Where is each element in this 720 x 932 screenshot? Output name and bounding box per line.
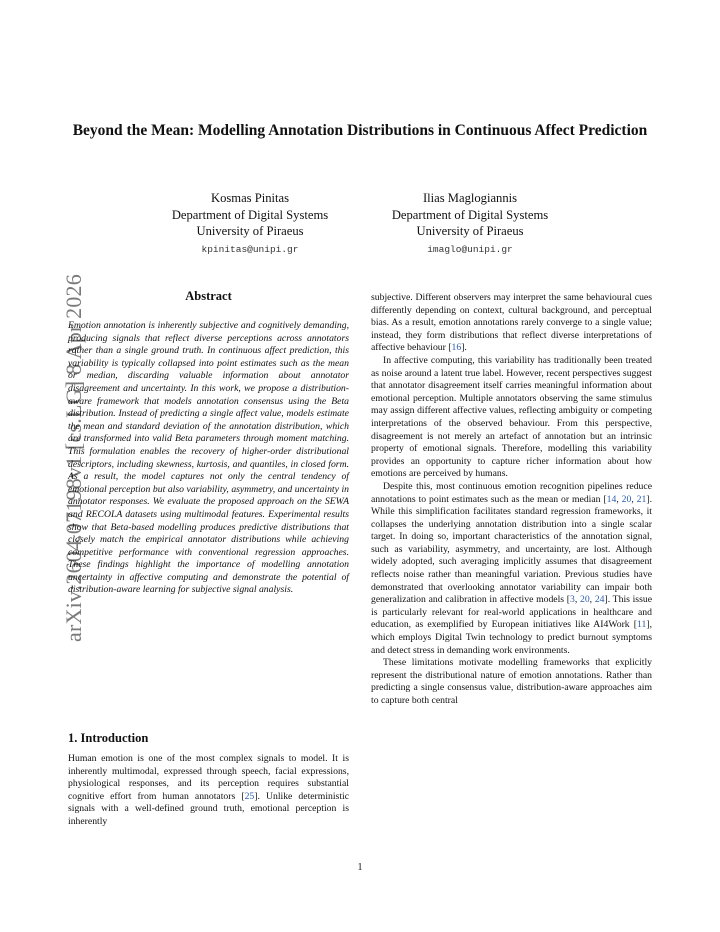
text-span: Human emotion is one of the most complex signals to model. It is inherently multimodal, expressed through speech, facial expressions, physiological responses, and its perception requires substantial cognitive effort from human annotators [ [68,753,349,802]
text-span: Despite this, most continuous emotion recognition pipelines reduce annotations to point estimates such as the mean or median [ [371,480,652,505]
author-department: Department of Digital Systems [391,207,549,222]
right-column [371,292,652,708]
author-email: imaglo@unipi.gr [427,243,513,255]
text-span: ]. While this simplification facilitates standard regression frameworks, it collapses the underlying annotation distribution into a single scalar target. In doing so, important characteristics of the annotation signal, such as variability, asymmetry, and uncertainty, are lost. Although widely adopted, such averaging implicitly assumes that disagreement reflects noise rather than meaningful variation. Previous studies have demonstrated that overlooking annotator variability can impair both generalization and calibration in affective models [ [371,493,652,606]
citation-link[interactable]: 20 [621,493,632,505]
abstract-text: Emotion annotation is inherently subjective and cognitively demanding, producing signals that reflect diverse perceptions across annotators rather than a single ground truth. In continuous affect prediction, this variability is typically collapsed into point estimates such as the mean or median, discarding valuable information about annotator disagreement and uncertainty. In this work, we propose a distribution-aware framework that models annotation consensus using the Beta distribution. Instead of predicting a single affect value, models estimate the mean and standard deviation of the annotation distribution, which are transformed into valid Beta parameters through moment matching. This formulation enables the recovery of higher-order distributional descriptors, including skewness, kurtosis, and quantiles, in closed form. As a result, the model captures not only the central tendency of emotional perception but also variability, asymmetry, and uncertainty in annotator responses. We evaluate the proposed approach on the SEWA and RECOLA datasets using multimodal features. Experimental results show that Beta-based modelling produces predictive distributions that closely match the empirical annotator distributions while achieving competitive performance with conventional regression approaches. These findings highlight the importance of modelling annotation uncertainty in affective computing and demonstrate the potential of distribution-aware learning for subjective signal analysis. [68,320,349,596]
section-heading-introduction: 1. Introduction [68,731,149,745]
paragraph: Despite this, most continuous emotion recognition pipelines reduce annotations to point estimates such as the mean or median [14, 20, 21]. While this simplification facilitates standard regression frameworks, it collapses the underlying annotation distribution into a single scalar target. In doing so, important characteristics of the annotation signal, such as variability, asymmetry, and uncertainty, are lost. Although widely adopted, such averaging implicitly assumes that disagreement reflects noise rather than meaningful variation. Previous studies have demonstrated that overlooking annotator variability can impair both generalization and calibration in affective models [3, 20, 24]. This issue is particularly relevant for real-world applications in healthcare and education, as exemplified by European initiatives like AI4Work [11], which employs Digital Twin technology to predict burnout symptoms and detect stress in demanding work environments. [371,480,652,656]
author-name: Kosmas Pinitas [210,191,290,205]
author-university: University of Piraeus [416,224,524,238]
author-department: Department of Digital Systems [171,207,329,222]
author-block-2 [370,190,570,258]
text-span: ]. [461,342,467,354]
paragraph [371,292,652,355]
arxiv-identifier-text: arXiv:2604.07198v1 [cs.LG] 8 Apr 2026 [61,274,86,642]
citation-link[interactable]: 24 [594,594,605,606]
citation-link[interactable]: 11 [637,619,647,631]
paragraph: In affective computing, this variability has traditionally been treated as noise around a latent true label. However, recent perspectives suggest that annotator disagreement itself carries meaningful information about emotional perception. Multiple annotators observing the same stimulus may assign different affective values, reflecting ambiguity or competing interpretations of the observed behaviour. From this perspective, disagreement is not merely an artefact of annotation but an intrinsic property of emotional signals. Therefore, modelling this variability provides an opportunity to capture richer information about how emotions are perceived by humans. [371,354,652,480]
author-email: kpinitas@unipi.gr [201,243,299,255]
citation-link[interactable]: 3 [570,594,575,606]
text-span: ]. Unlike deterministic signals with a well-defined ground truth, emotional perception is inherently [68,790,349,827]
paragraph: These limitations motivate modelling frameworks that explicitly represent the distributional nature of emotion annotations. Rather than predicting a single consensus value, distribution-aware approaches aim to capture both central [371,657,652,706]
citation-link[interactable]: 16 [451,342,462,354]
citation-link[interactable]: 20 [579,594,590,606]
author-university: University of Piraeus [196,224,304,238]
text-span: ], which employs Digital Twin technology to predict burnout symptoms and detect stress in demanding work environments. [371,619,652,656]
author-block-1 [150,190,350,258]
text-span: ]. This issue is particularly relevant for real-world applications in healthcare and education, as exemplified by European initiatives like AI4Work [ [371,594,652,631]
citation-link[interactable]: 25 [244,790,255,802]
text-span: subjective. Different observers may interpret the same behavioural cues differently depending on context, cultural background, and perceptual bias. As a result, emotion annotations rarely converge to a single value; instead, they form distributions that reflect diverse interpretations of affective behaviour [ [371,292,652,354]
introduction-paragraph [68,753,349,829]
citation-link[interactable]: 14 [606,493,617,505]
author-name: Ilias Maglogiannis [422,191,518,205]
paper-title: Beyond the Mean: Modelling Annotation Distributions in Continuous Affect Prediction [72,122,648,139]
citation-link[interactable]: 21 [636,493,647,505]
abstract-heading: Abstract [185,289,232,303]
page-number: 1 [357,862,363,873]
